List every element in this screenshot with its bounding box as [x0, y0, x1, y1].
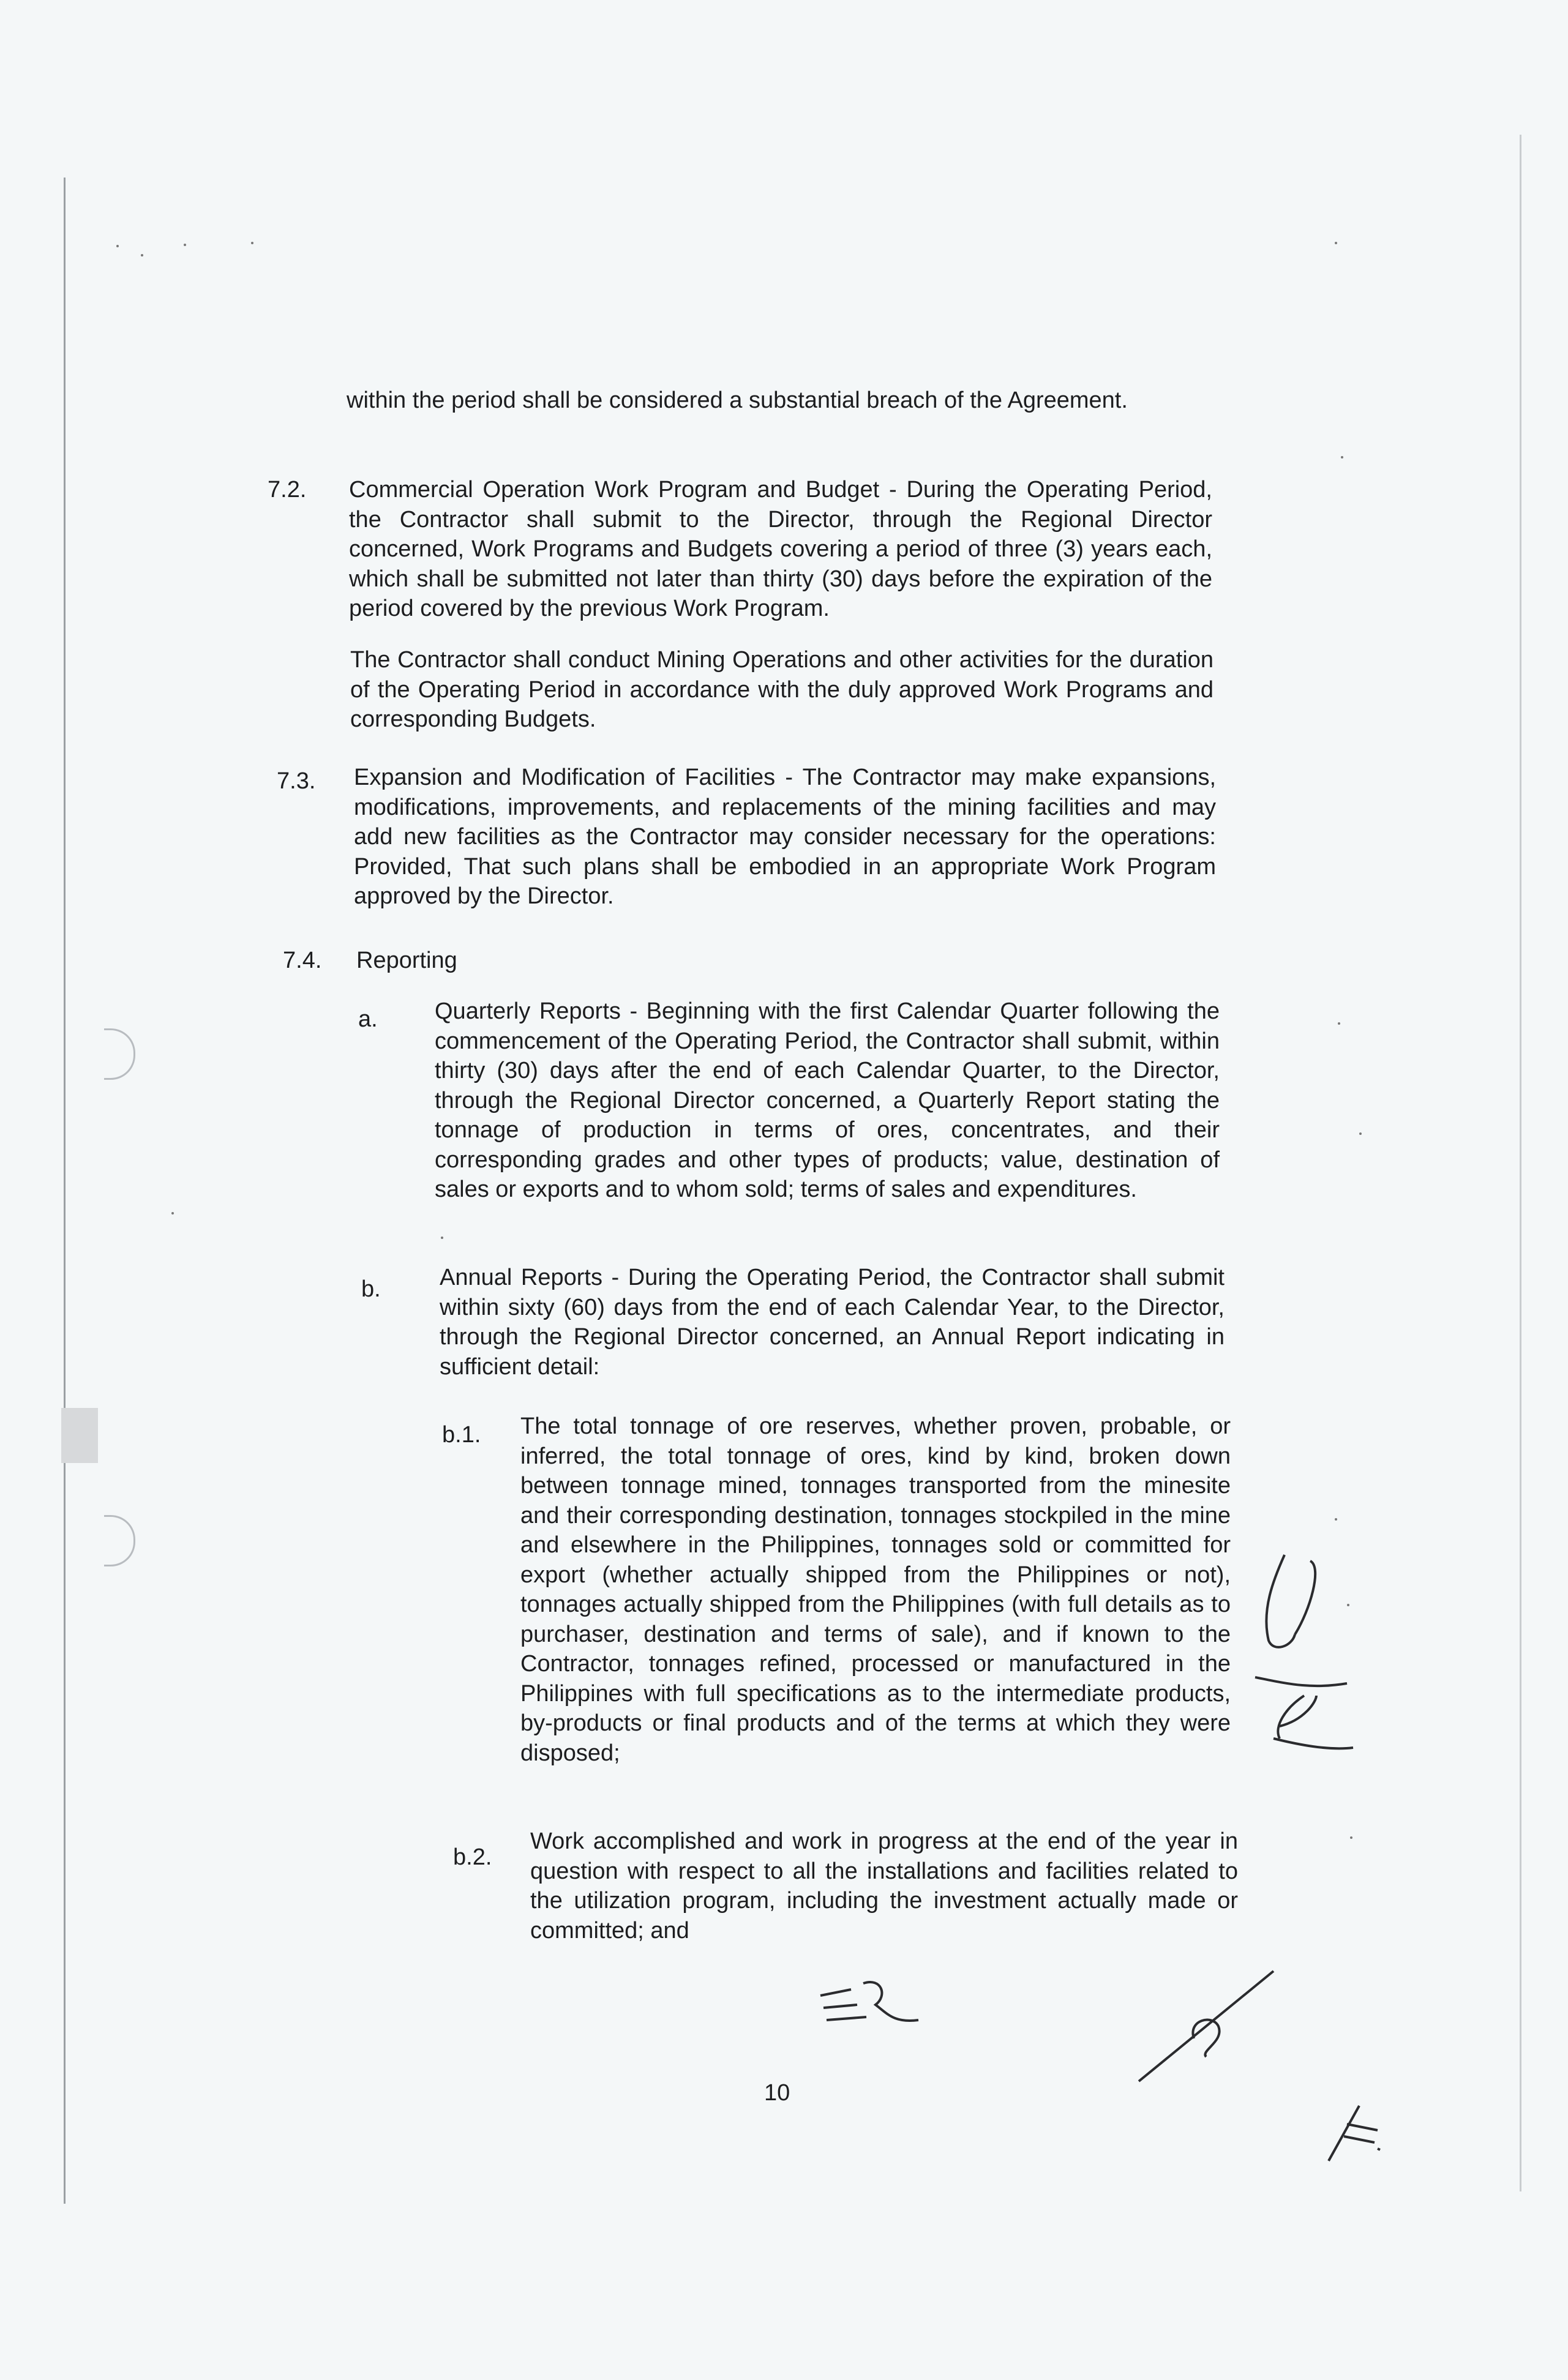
- page-number: 10: [764, 2080, 790, 2106]
- scan-shadow: [61, 1408, 98, 1463]
- punch-hole-bottom: [104, 1515, 135, 1566]
- scan-speck: [251, 242, 253, 244]
- scan-edge-left: [64, 178, 66, 2204]
- section-heading: Reporting: [356, 948, 457, 973]
- item-label: b.: [361, 1276, 381, 1302]
- scan-speck: [1335, 242, 1337, 244]
- section-number: 7.3.: [277, 768, 316, 794]
- scan-edge-right: [1520, 135, 1521, 2191]
- signature-mark-right: [1237, 1543, 1359, 1787]
- initials-mark-center: [808, 1971, 931, 2038]
- scan-speck: [1338, 1022, 1340, 1025]
- annual-reports-paragraph: Annual Reports - During the Operating Period, the Contractor shall submit within sixty (60) days from the end of each Calendar Year, to the Director, through the Regional Director concerned, an Annual Report indicating in sufficient detail:: [440, 1265, 1225, 1380]
- item-label: a.: [358, 1006, 378, 1032]
- signature-mark-bottom: [1127, 1959, 1286, 2100]
- section-7-2-paragraph: Commercial Operation Work Program and Budget - During the Operating Period, the Contractor shall submit to the Director, through the Regional Director concerned, Work Programs and Budgets covering a period of three (3) years each, which shall be submitted not later than thirty (30) days before the expiration of the period covered by the previous Work Program.: [349, 477, 1212, 621]
- initials-mark-corner: [1316, 2100, 1390, 2167]
- scan-speck: [171, 1212, 174, 1214]
- scan-speck: [141, 254, 143, 256]
- scan-speck: [116, 245, 119, 247]
- section-number: 7.2.: [268, 477, 307, 503]
- scan-speck: [184, 244, 186, 246]
- quarterly-reports-paragraph: Quarterly Reports - Beginning with the first Calendar Quarter following the commencement of the Operating Period, the Contractor shall submit, within thirty (30) days after the end of each Calendar Quarter, to the Director, through the Regional Director concerned, a Quarterly Report stating the tonnage of production in terms of ores, concentrates, and their corresponding grades and other types of products; value, destination of sales or exports and to whom sold; terms of sales and expenditures.: [435, 998, 1220, 1202]
- subitem-label: b.2.: [453, 1844, 492, 1870]
- section-7-3-paragraph: Expansion and Modification of Facilities - The Contractor may make expansions, modifications, improvements, and replacements of the mining facilities and may add new facilities as the Contractor may consider necessary for the operations: Provided, That such plans shall be embodied in an appropriate Work Program approved by the Director.: [354, 765, 1216, 909]
- subitem-b1-paragraph: The total tonnage of ore reserves, whether proven, probable, or inferred, the total tonnage of ores, kind by kind, broken down between tonnage mined, tonnages transported from the minesite and their corresponding destination, tonnages stockpiled in the mine and elsewhere in the Philippines, tonnages sold or committed for export (whether actually shipped from the Philippines or not), tonnages actually shipped from the Philippines (with full details as to purchaser, destination and terms of sale), and if known to the Contractor, tonnages refined, processed or manufactured in the Philippines with full specifications as to the intermediate products, by-products or final products and of the terms at which they were disposed;: [520, 1413, 1231, 1766]
- scan-speck: [1335, 1518, 1337, 1521]
- scan-speck: [441, 1237, 443, 1239]
- scan-speck: [1341, 456, 1343, 458]
- section-7-2-paragraph-2: The Contractor shall conduct Mining Operations and other activities for the duration of the Operating Period in accordance with the duly approved Work Programs and corresponding Budgets.: [350, 647, 1214, 732]
- punch-hole-top: [104, 1028, 135, 1080]
- subitem-b2-paragraph: Work accomplished and work in progress at the end of the year in question with respect to all the installations and facilities related to the utilization program, including the investment actually made or committed; and: [530, 1828, 1238, 1944]
- lead-paragraph: within the period shall be considered a substantial breach of the Agreement.: [347, 387, 1128, 413]
- scan-speck: [1359, 1132, 1362, 1135]
- section-number: 7.4.: [283, 948, 322, 973]
- scan-speck: [1350, 1836, 1352, 1839]
- subitem-label: b.1.: [442, 1422, 481, 1448]
